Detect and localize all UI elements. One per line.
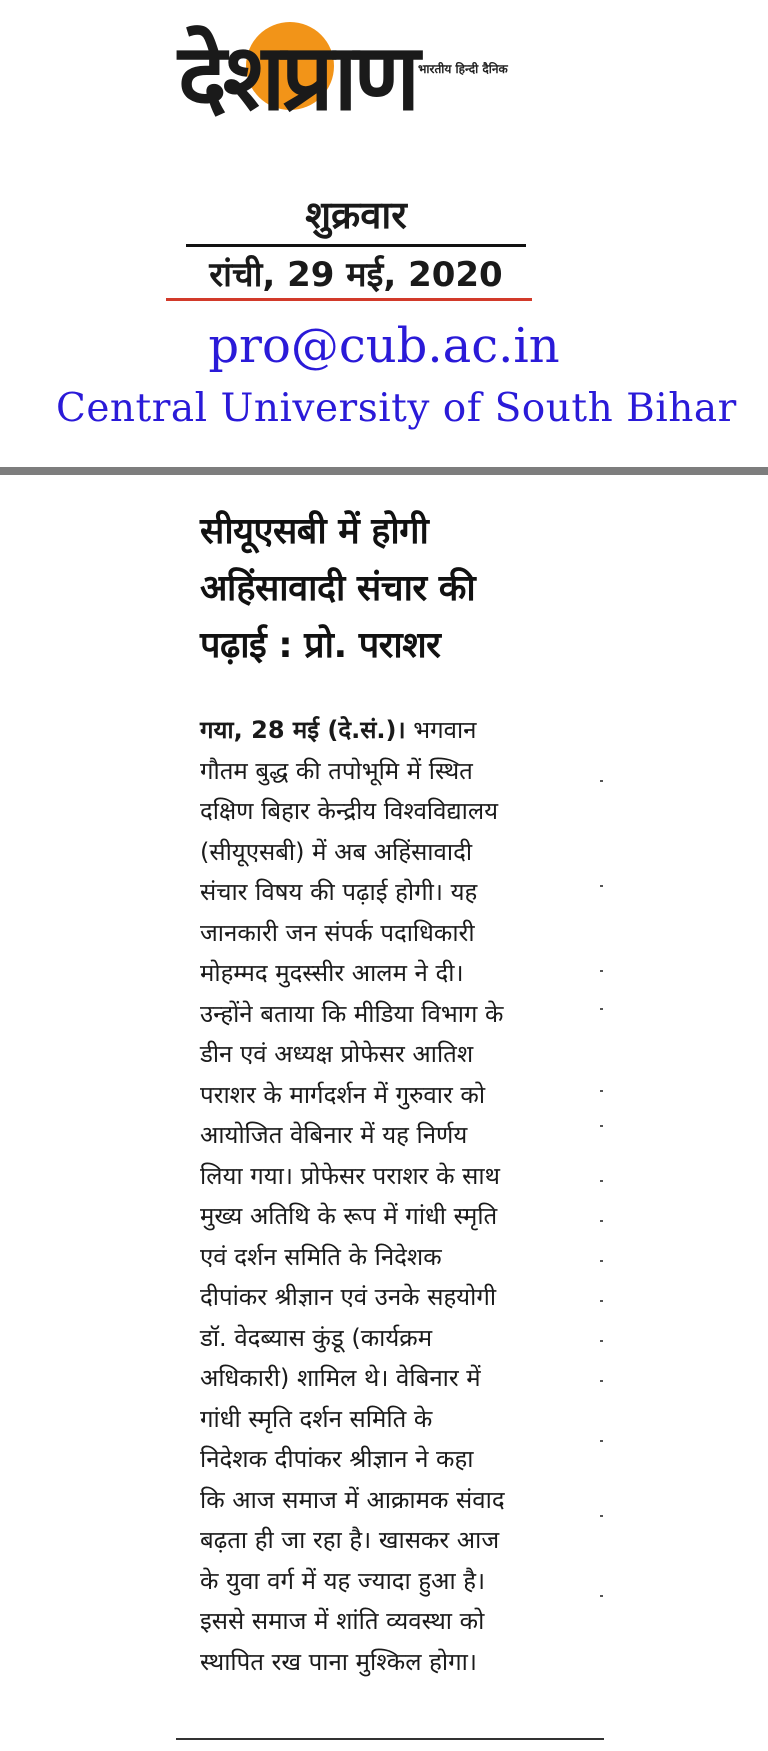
body-line: निदेशक दीपांकर श्रीज्ञान ने कहा — [200, 1445, 474, 1473]
publication-day: शुक्रवार — [305, 193, 407, 237]
body-line: जानकारी जन संपर्क पदाधिकारी — [200, 918, 475, 947]
body-line: इससे समाज में शांति व्यवस्था को — [200, 1607, 485, 1635]
newspaper-logo: देशप्राण — [178, 24, 417, 131]
body-line: गांधी स्मृति दर्शन समिति के — [200, 1404, 433, 1433]
body-line: एवं दर्शन समिति के निदेशक — [200, 1242, 442, 1271]
body-line: लिया गया। प्रोफेसर पराशर के साथ — [200, 1161, 500, 1190]
contact-email: pro@cub.ac.in — [208, 318, 560, 374]
body-line: (सीयूएसबी) में अब अहिंसावादी — [200, 837, 473, 866]
body-line: स्थापित रख पाना मुश्किल होगा। — [200, 1647, 477, 1676]
body-line — [200, 710, 560, 751]
body-line: गौतम बुद्ध की तपोभूमि में स्थित — [200, 756, 473, 785]
article-lead: गया, 28 मई (दे.सं.)। — [200, 716, 406, 744]
body-line: संचार विषय की पढ़ाई होगी। यह — [200, 878, 478, 906]
body-line: डीन एवं अध्यक्ष प्रोफेसर आतिश — [200, 1040, 474, 1068]
body-line: आयोजित वेबिनार में यह निर्णय — [200, 1121, 468, 1149]
body-line: कि आज समाज में आक्रामक संवाद — [200, 1485, 505, 1514]
newspaper-masthead — [0, 0, 768, 300]
section-divider — [0, 467, 768, 475]
headline-line: पढ़ाई : प्रो. पराशर — [200, 625, 441, 666]
newspaper-tagline: भारतीय हिन्दी दैनिक — [418, 62, 508, 76]
body-line: बढ़ता ही जा रहा है। खासकर आज — [200, 1526, 500, 1554]
body-line: उन्होंने बताया कि मीडिया विभाग के — [200, 999, 504, 1028]
body-line: पराशर के मार्गदर्शन में गुरुवार को — [200, 1080, 486, 1109]
article-headline — [200, 503, 600, 674]
article-body — [200, 710, 560, 1682]
headline-line: सीयूएसबी में होगी — [200, 511, 429, 552]
headline-line: अहिंसावादी संचार की — [200, 568, 476, 609]
article-end-rule — [176, 1738, 604, 1740]
body-line: दक्षिण बिहार केन्द्रीय विश्वविद्यालय — [200, 797, 499, 825]
publication-dateline: रांची, 29 मई, 2020 — [209, 255, 503, 295]
body-line: मोहम्मद मुदस्सीर आलम ने दी। — [200, 959, 464, 987]
masthead-rule — [186, 244, 526, 247]
dateline-rule — [166, 298, 532, 301]
body-line-text: भगवान — [405, 716, 477, 744]
column-edge-marks — [600, 780, 606, 1680]
university-name: Central University of South Bihar — [56, 386, 737, 431]
body-line: दीपांकर श्रीज्ञान एवं उनके सहयोगी — [200, 1283, 497, 1311]
body-line: के युवा वर्ग में यह ज्यादा हुआ है। — [200, 1566, 486, 1595]
body-line: मुख्य अतिथि के रूप में गांधी स्मृति — [200, 1202, 498, 1230]
body-line: अधिकारी) शामिल थे। वेबिनार में — [200, 1364, 481, 1392]
body-line: डॉ. वेदब्यास कुंडू (कार्यक्रम — [200, 1323, 433, 1352]
